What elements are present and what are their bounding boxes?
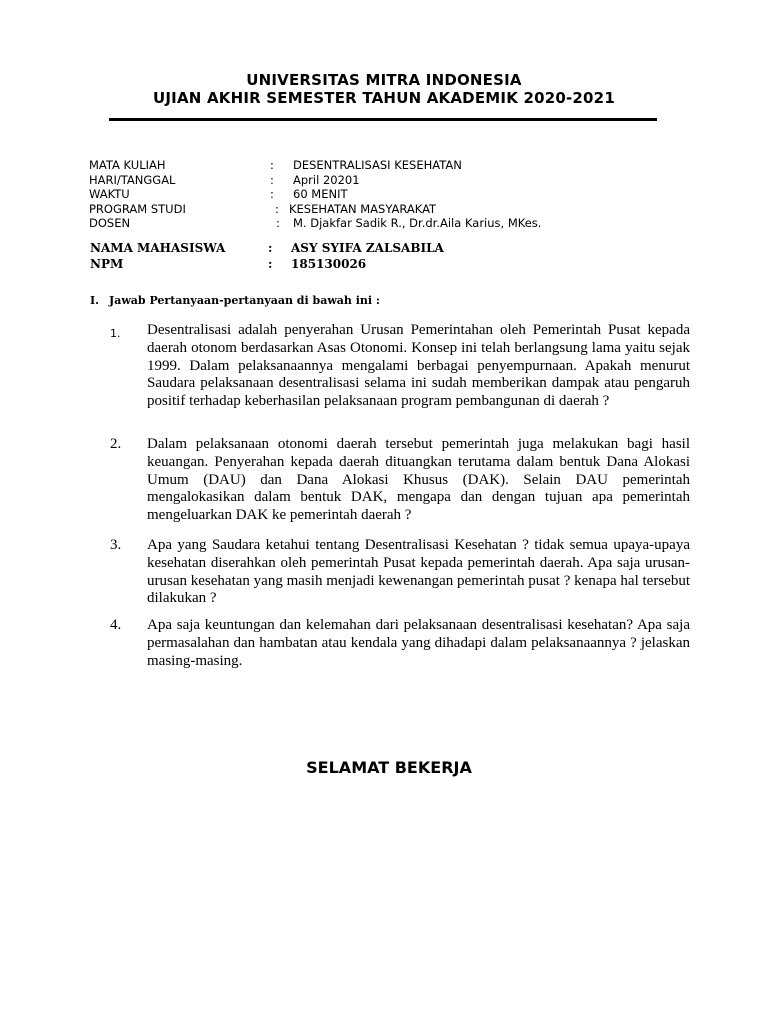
question-item xyxy=(110,436,690,525)
section-number: I. xyxy=(90,294,99,307)
question-number: 4. xyxy=(110,617,122,633)
closing-message: SELAMAT BEKERJA xyxy=(306,758,472,777)
question-text: Desentralisasi adalah penyerahan Urusan Pemerintahan oleh Pemerintah Pusat kepada daerah otonom berdasarkan Asas Otonomi. Konsep ini telah berlangsung lama yaitu sejak 1999. Dalam pelaksanaannya mengalami berbagai penyempurnaan. Apakah menurut Saudara pelaksanaan desentralisasi selama ini sudah memberikan dampak atau pengaruh positif terhadap keberhasilan pelaksanaan program pembangunan di daerah ? xyxy=(147,322,690,410)
student-value: ASY SYIFA ZALSABILA xyxy=(291,241,444,255)
info-value: M. Djakfar Sadik R., Dr.dr.Aila Karius, MKes. xyxy=(293,216,542,231)
info-colon: : xyxy=(275,201,279,216)
info-label: PROGRAM STUDI xyxy=(89,201,186,216)
student-colon: : xyxy=(268,257,273,271)
info-label: MATA KULIAH xyxy=(89,158,166,172)
question-number: 1. xyxy=(110,327,121,340)
exam-title: UJIAN AKHIR SEMESTER TAHUN AKADEMIK 2020-2021 xyxy=(153,89,615,107)
question-item xyxy=(110,322,690,411)
student-label: NPM xyxy=(90,257,124,271)
question-number: 2. xyxy=(110,436,122,452)
question-text: Apa yang Saudara ketahui tentang Desentralisasi Kesehatan ? tidak semua upaya-upaya kesehatan diserahkan oleh pemerintah Pusat kepada pemerintah daerah. Apa saja urusan-urusan kesehatan yang masih menjadi kewenangan pemerintah pusat ? kenapa hal tersebut dilakukan ? xyxy=(147,537,690,607)
info-colon: : xyxy=(270,158,274,172)
student-colon: : xyxy=(268,241,273,255)
section-heading xyxy=(90,294,380,307)
university-name: UNIVERSITAS MITRA INDONESIA xyxy=(246,71,522,89)
question-number: 3. xyxy=(110,537,122,553)
question-text: Dalam pelaksanaan otonomi daerah tersebut pemerintah juga melakukan bagi hasil keuangan. Penyerahan kepada daerah dituangkan terutama dalam bentuk Dana Alokasi Umum (DAU) dan Dana Alokasi Khusus (DAK). Selain DAU pemerintah mengalokasikan dalam bentuk DAK, mengapa dan dengan tujuan apa pemerintah mengeluarkan DAK ke pemerintah daerah ? xyxy=(147,436,690,524)
question-item xyxy=(110,537,690,608)
student-value: 185130026 xyxy=(291,257,367,271)
info-value: DESENTRALISASI KESEHATAN xyxy=(293,158,462,172)
info-label: HARI/TANGGAL xyxy=(89,172,176,187)
section-instruction: Jawab Pertanyaan-pertanyaan di bawah ini : xyxy=(109,294,380,307)
info-value: 60 MENIT xyxy=(293,187,348,202)
student-label: NAMA MAHASISWA xyxy=(90,241,226,255)
info-colon: : xyxy=(276,216,280,231)
info-label: DOSEN xyxy=(89,216,131,231)
info-label: WAKTU xyxy=(89,187,130,202)
question-text: Apa saja keuntungan dan kelemahan dari pelaksanaan desentralisasi kesehatan? Apa saja permasalahan dan hambatan atau kendala yang dihadapi dalam pelaksanaannya ? jelaskan masing-masing. xyxy=(147,617,690,669)
info-colon: : xyxy=(270,172,274,187)
info-colon: : xyxy=(270,187,274,202)
info-value: KESEHATAN MASYARAKAT xyxy=(289,201,437,216)
question-item xyxy=(110,617,690,670)
info-value: April 20201 xyxy=(293,172,360,187)
header-divider xyxy=(109,118,657,121)
